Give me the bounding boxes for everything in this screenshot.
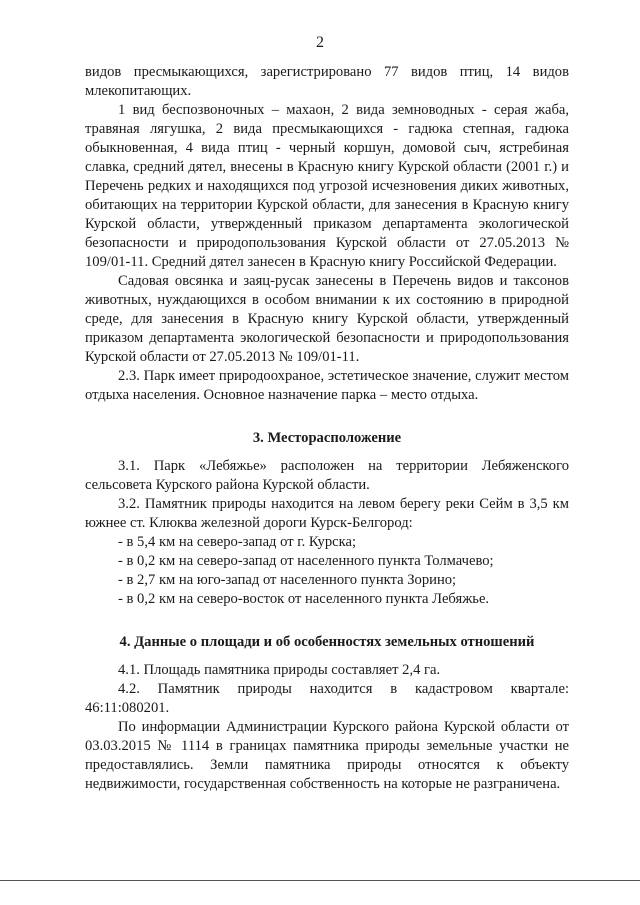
paragraph-3-2: 3.2. Памятник природы находится на левом берегу реки Сейм в 3,5 км южнее ст. Клюква железной дороги Курск-Белгород:	[85, 496, 569, 531]
paragraph-4-1: 4.1. Площадь памятника природы составляет 2,4 га.	[118, 662, 441, 678]
location-item: - в 5,4 км на северо-запад от г. Курска;	[118, 534, 357, 550]
page-number: 2	[316, 34, 324, 51]
paragraph-3-1: 3.1. Парк «Лебяжье» расположен на территории Лебяженского сельсовета Курского района Курской области.	[85, 458, 569, 493]
section-4-heading: 4. Данные о площади и об особенностях земельных отношений	[119, 634, 535, 650]
paragraph-red-book-kursk: 1 вид беспозвоночных – махаон, 2 вида земноводных - серая жаба, травяная лягушка, 2 вида пресмыкающихся - гадюка степная, гадюка обыкновенная, 4 вида птиц - черный коршун, домовой сыч, ястребиная славка, средний дятел, внесены в Красную книгу Курской области (2001 г.) и Перечень редких и находящихся под угрозой исчезновения диких животных, обитающих на территории Курской области, для занесения в Красную книгу Курской области, утвержденный приказом департамента экологической безопасности и природопользования Курской области от 27.05.2013 № 109/01-11. Средний дятел занесен в Красную книгу Российской Федерации.	[85, 102, 569, 270]
page-bottom-rule	[0, 880, 640, 881]
location-item: - в 0,2 км на северо-восток от населенного пункта Лебяжье.	[118, 591, 490, 607]
location-item: - в 2,7 км на юго-запад от населенного пункта Зорино;	[118, 572, 457, 588]
section-3-heading: 3. Месторасположение	[252, 430, 402, 446]
location-item: - в 0,2 км на северо-запад от населенного пункта Толмачево;	[118, 553, 494, 569]
paragraph-4-2: 4.2. Памятник природы находится в кадастровом квартале: 46:11:080201.	[85, 681, 569, 716]
paragraph-fauna-counts: видов пресмыкающихся, зарегистрировано 77 видов птиц, 14 видов млекопитающих.	[85, 64, 569, 99]
document-body	[85, 63, 569, 794]
paragraph-special-attention-list: Садовая овсянка и заяц-русак занесены в Перечень видов и таксонов животных, нуждающихся в особом внимании к их состоянию в природной среде, для занесения в Красную книгу Курской области, утвержденный приказом департамента экологической безопасности и природопользования Курской области от 27.05.2013 № 109/01-11.	[85, 273, 569, 365]
paragraph-land-ownership: По информации Администрации Курского района Курской области от 03.03.2015 № 1114 в границах памятника природы земельные участки не предоставлялись. Земли памятника природы относятся к объекту недвижимости, государственная собственность на которые не разграничена.	[85, 719, 569, 792]
paragraph-park-purpose: 2.3. Парк имеет природоохраное, эстетическое значение, служит местом отдыха населения. Основное назначение парка – место отдыха.	[85, 368, 569, 403]
